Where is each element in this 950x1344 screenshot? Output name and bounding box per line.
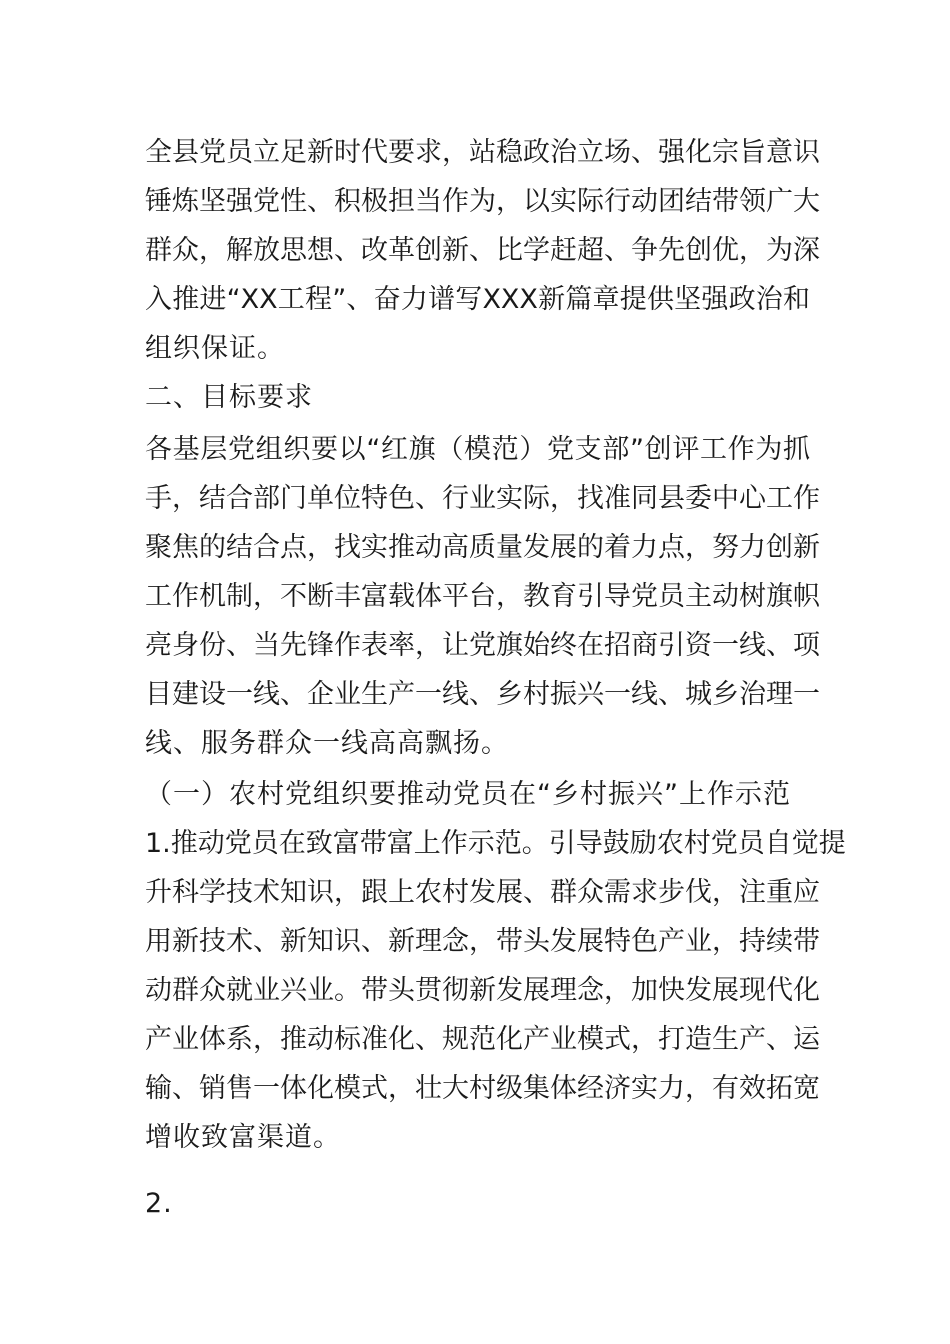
body-text-line: 聚焦的结合点，找实推动高质量发展的着力点，努力创新 bbox=[145, 532, 820, 563]
subsection-heading: （一）农村党组织要推动党员在“乡村振兴”上作示范 bbox=[145, 779, 791, 810]
section-heading: 二、目标要求 bbox=[145, 382, 313, 413]
body-text-line: 增收致富渠道。 bbox=[145, 1122, 341, 1153]
body-text-line: 输、销售一体化模式，壮大村级集体经济实力，有效拓宽 bbox=[145, 1073, 820, 1104]
body-text-line: 产业体系，推动标准化、规范化产业模式，打造生产、运 bbox=[145, 1024, 820, 1055]
body-text-line: 动群众就业兴业。带头贯彻新发展理念，加快发展现代化 bbox=[145, 975, 820, 1006]
body-text-line: 亮身份、当先锋作表率，让党旗始终在招商引资一线、项 bbox=[145, 630, 820, 661]
body-text-line: 升科学技术知识，跟上农村发展、群众需求步伐，注重应 bbox=[145, 877, 820, 908]
body-text-line: 工作机制，不断丰富载体平台，教育引导党员主动树旗帜 bbox=[145, 581, 820, 612]
body-text-line: 锤炼坚强党性、积极担当作为，以实际行动团结带领广大 bbox=[145, 186, 820, 217]
body-text-line: 用新技术、新知识、新理念，带头发展特色产业，持续带 bbox=[145, 926, 820, 957]
list-item-number: 2. bbox=[145, 1188, 173, 1219]
body-text-line: 群众，解放思想、改革创新、比学赶超、争先创优，为深 bbox=[145, 235, 820, 266]
body-text-line: 手，结合部门单位特色、行业实际，找准同县委中心工作 bbox=[145, 483, 820, 514]
body-text-line: 目建设一线、企业生产一线、乡村振兴一线、城乡治理一 bbox=[145, 679, 820, 710]
body-text-line: 各基层党组织要以“红旗（模范）党支部”创评工作为抓 bbox=[145, 434, 810, 465]
body-text-line: 全县党员立足新时代要求，站稳政治立场、强化宗旨意识 bbox=[145, 137, 820, 168]
body-text-line: 组织保证。 bbox=[145, 333, 285, 364]
body-text-line: 1.推动党员在致富带富上作示范。引导鼓励农村党员自觉提 bbox=[145, 828, 846, 859]
body-text-line: 入推进“XX工程”、奋力谱写XXX新篇章提供坚强政治和 bbox=[145, 284, 810, 315]
body-text-line: 线、服务群众一线高高飘扬。 bbox=[145, 728, 509, 759]
